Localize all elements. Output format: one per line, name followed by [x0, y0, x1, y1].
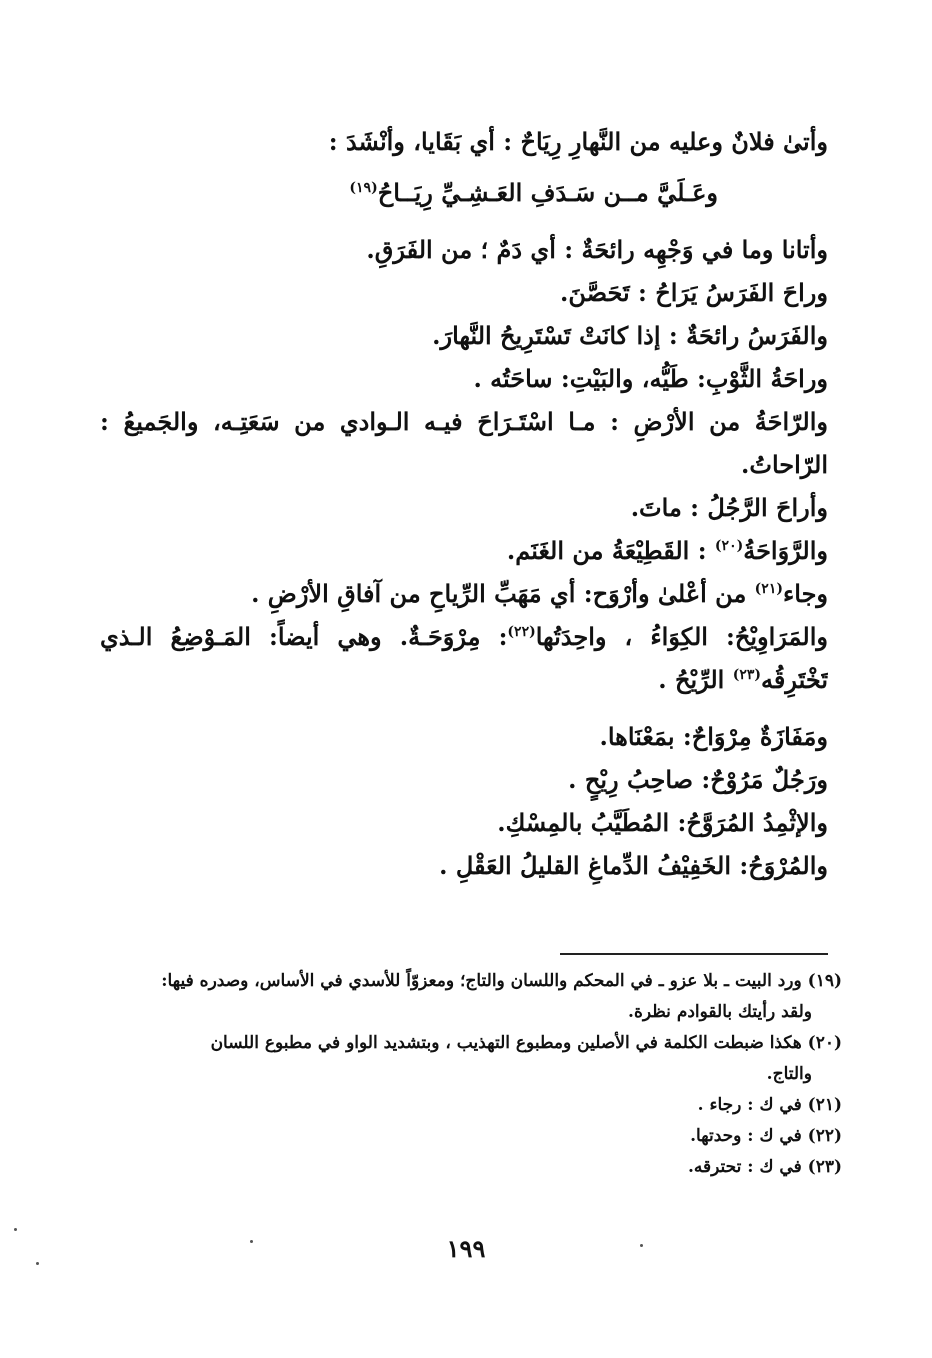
text-segment: والرَّوَاحَةُ	[743, 536, 828, 565]
text-line: والإثْمِدُ المُرَوَّحُ: المُطَيَّبُ بالمِسْكِ.	[497, 808, 828, 837]
scan-speck	[14, 1228, 17, 1231]
main-text-body	[100, 120, 828, 887]
text-paragraph: والرّاحَةُ من الأرْضِ : مـا اسْتَـرَاحَ فيـه الـوادي من سَعَتِـه، والجَميعُ : الرّاحاتُ.	[100, 407, 828, 479]
footnotes-section	[100, 966, 842, 1183]
footnote-text: (٢٠) هكذا ضبطت الكلمة في الأصلين ومطبوع التهذيب ، وبتشديد الواو في مطبوع اللسان	[210, 1033, 842, 1053]
text-segment: وجاء	[782, 579, 828, 608]
footnote-21: (٢١) في ك : رجاء .	[697, 1095, 842, 1115]
text-segment: من أعْلىٰ وأرْوَح: أي مَهَبِّ الرِّياحِ من آفاقِ الأرْضِ .	[251, 579, 755, 608]
footnote-ref: (٢٣)	[732, 667, 761, 683]
footnote-divider	[560, 953, 828, 955]
footnote-22: (٢٢) في ك : وحدتها.	[690, 1126, 842, 1146]
footnote-continuation: ولقد رأيتك بالقوادم نظرة.	[628, 1002, 812, 1022]
footnote-ref: (١٩)	[349, 180, 378, 196]
footnote-23: (٢٣) في ك : تحترقه.	[688, 1157, 842, 1177]
scan-speck	[640, 1244, 643, 1247]
text-segment: الرِّيْحُ .	[658, 665, 733, 694]
text-line: وأتانا وما في وَجْهِه رائحَةٌ : أي دَمٌ ؛ من الفَرَقِ.	[366, 235, 828, 264]
text-line	[100, 529, 828, 572]
footnote-ref: (٢٠)	[714, 538, 744, 554]
scan-speck	[250, 1240, 253, 1243]
footnote-text: (١٩) ورد البيت ـ بلا عزو ـ في المحكم واللسان والتاج؛ ومعزوّاً للأسدي في الأساس، وصدره فيها:	[161, 971, 842, 991]
scan-speck	[36, 1262, 39, 1265]
footnote-ref: (٢١)	[754, 581, 783, 597]
text-line	[100, 572, 828, 615]
text-line: ورَجُلٌ مَرُوْحٌ: صاحِبُ رِيْحٍ .	[568, 765, 828, 794]
text-line: وراحَ الفَرَسُ يَرَاحُ : تَحَصَّنَ.	[560, 278, 828, 307]
text-segment: : القَطِيْعَةُ من الغَنَم.	[506, 536, 715, 565]
text-line: وراحَةُ الثَّوْبِ: طَيُّه، والبَيْتِ: ساحَتُه .	[473, 364, 828, 393]
text-line: والمُرْوَحُ: الخَفِيْفُ الدِّماغِ القليلُ العَقْلِ .	[439, 851, 828, 880]
page-number: ١٩٩	[446, 1234, 486, 1263]
text-segment: والمَرَاوِيْحُ: الكِوَاءُ ، واحِدَتُها	[535, 622, 828, 651]
text-line: وأتىٰ فلانٌ وعليه من النَّهارِ رِيَاحٌ : أي بَقَايا، وأنْشَدَ :	[328, 127, 828, 156]
footnote-20	[100, 1028, 842, 1090]
poetry-verse	[100, 171, 828, 214]
text-line: وأراحَ الرَّجُلُ : ماتَ.	[630, 493, 828, 522]
footnote-continuation: والتاج.	[766, 1064, 812, 1084]
footnote-19	[100, 966, 842, 1028]
text-line: والفَرَسُ رائحَةٌ : إذا كانَتْ تَسْتَرِيحُ النَّهارَ.	[432, 321, 828, 350]
text-paragraph	[100, 615, 828, 701]
verse-text: وعَـلَيَّ مــن سَـدَفِ العَـشِـيِّ رِيَــاحُ	[377, 178, 718, 207]
text-line: ومَفَازَةٌ مِرْوَاحٌ: بمَعْنَاها.	[599, 722, 828, 751]
text-segment: : مِرْوَحَـةٌ. وهي أيضاً: المَـوْضِعُ الـذي تَخْتَرِقُه	[100, 622, 828, 694]
footnote-ref: (٢٢)	[507, 624, 536, 640]
